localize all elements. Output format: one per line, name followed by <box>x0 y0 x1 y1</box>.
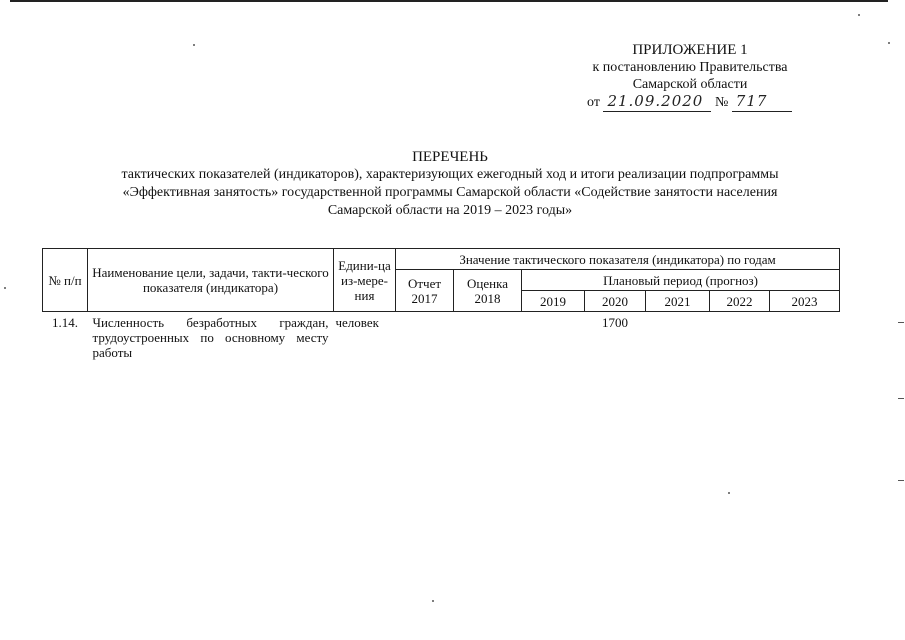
scan-speck <box>432 600 434 602</box>
scan-speck <box>193 44 195 46</box>
document-title <box>40 148 860 220</box>
scan-speck <box>728 492 730 494</box>
appendix-date-number-line <box>570 93 810 112</box>
row-name: Численность безработных граждан, трудоустроенных по основному месту работы <box>92 315 329 360</box>
appendix-line-1: к постановлению Правительства <box>592 60 788 75</box>
header-year-2020: 2020 <box>585 291 646 312</box>
header-values-group: Значение тактического показателя (индикатора) по годам <box>396 249 840 270</box>
handwritten-number: 717 <box>735 92 768 110</box>
scan-mark <box>898 480 904 481</box>
indicators-table <box>42 248 840 361</box>
title-line-1: тактических показателей (индикаторов), характеризующих ежегодный ход и итоги реализации подпрограммы <box>121 167 779 182</box>
appendix-block <box>570 42 810 112</box>
row-unit: человек <box>335 315 379 330</box>
title-heading: ПЕРЕЧЕНЬ <box>412 149 488 165</box>
header-year-2022: 2022 <box>710 291 770 312</box>
row-value-2021 <box>646 312 710 362</box>
row-value-2019 <box>522 312 585 362</box>
number-prefix: № <box>714 95 729 110</box>
row-num: 1.14. <box>52 315 78 330</box>
appendix-line-2: Самарской области <box>632 77 748 92</box>
header-report: Отчет 2017 <box>396 270 454 312</box>
scan-speck <box>888 42 890 44</box>
date-prefix: от <box>587 95 600 110</box>
row-value-2022 <box>710 312 770 362</box>
header-year-2021: 2021 <box>646 291 710 312</box>
header-name: Наименование цели, задачи, такти-ческого показателя (индикатора) <box>88 249 334 312</box>
row-value-2018 <box>454 312 522 362</box>
scan-speck <box>4 287 6 289</box>
header-unit: Едини-ца из-мере-ния <box>334 249 396 312</box>
scan-speck <box>858 14 860 16</box>
header-year-2019: 2019 <box>522 291 585 312</box>
appendix-heading: ПРИЛОЖЕНИЕ 1 <box>632 42 748 58</box>
row-value-2020: 1700 <box>602 315 628 330</box>
top-border-line <box>10 0 888 2</box>
scan-mark <box>898 322 904 323</box>
header-estimate: Оценка 2018 <box>454 270 522 312</box>
table-row <box>43 312 840 362</box>
header-year-2023: 2023 <box>770 291 840 312</box>
header-num: № п/п <box>43 249 88 312</box>
header-plan-period: Плановый период (прогноз) <box>522 270 840 291</box>
handwritten-date: 21.09.2020 <box>607 92 704 110</box>
title-line-3: Самарской области на 2019 – 2023 годы» <box>327 203 573 218</box>
row-value-2017 <box>396 312 454 362</box>
title-line-2: «Эффективная занятость» государственной программы Самарской области «Содействие занятости населения <box>122 185 778 200</box>
scan-mark <box>898 398 904 399</box>
row-value-2023 <box>770 312 840 362</box>
